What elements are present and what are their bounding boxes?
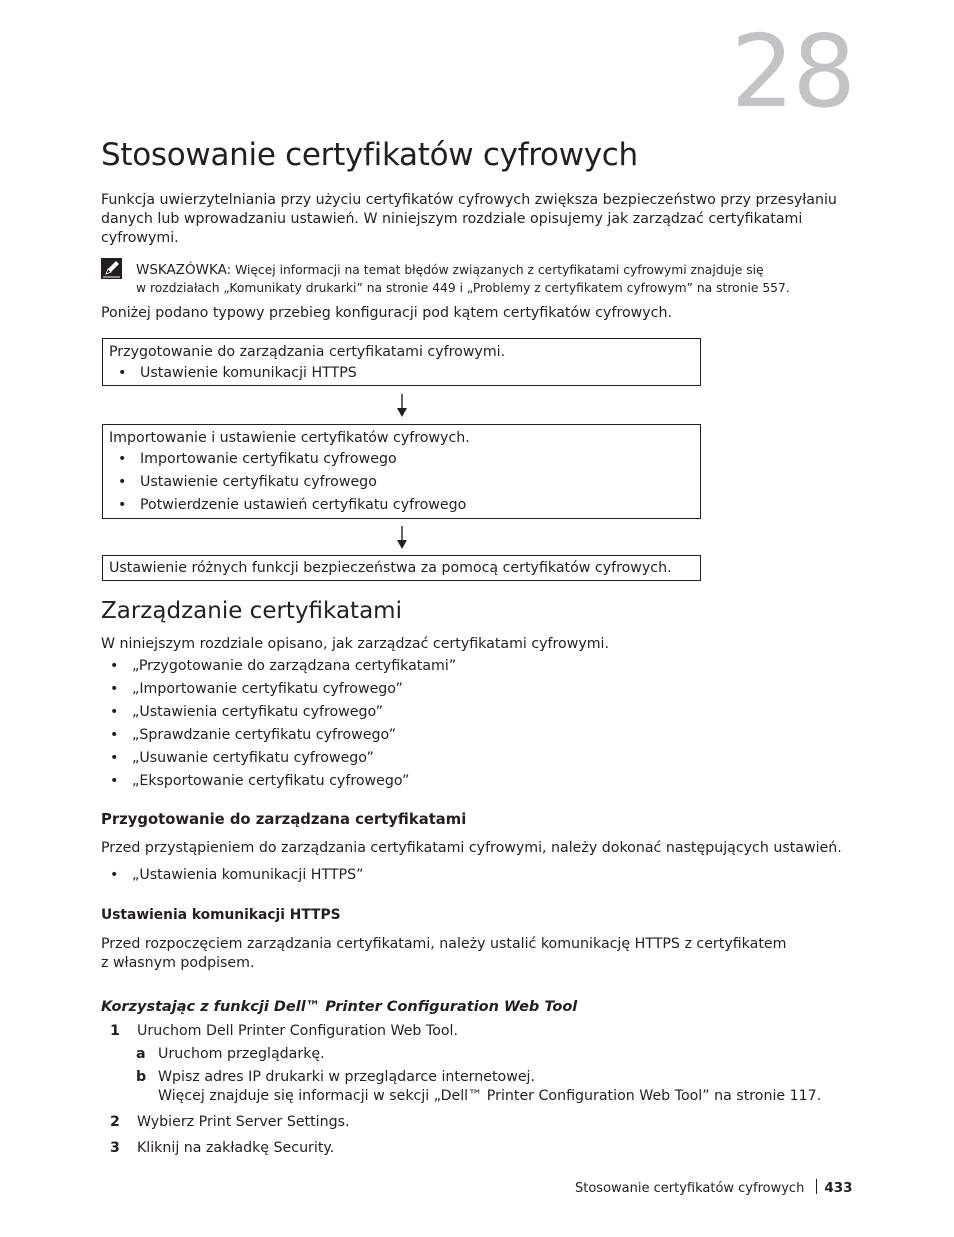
page-footer [575, 1179, 853, 1196]
flow-box-3 [102, 555, 701, 581]
list-item[interactable]: • „Importowanie certyfikatu cyfrowego” [110, 681, 403, 697]
step-1b-line-2: Więcej znajduje się informacji w sekcji „Dell™ Printer Configuration Web Tool” na stronie 117. [158, 1088, 822, 1104]
flow-box-item: • Ustawienie komunikacji HTTPS [109, 362, 694, 385]
flow-box-item: • Potwierdzenie ustawień certyfikatu cyfrowego [118, 497, 467, 513]
flow-box-2 [102, 424, 701, 519]
flow-box-1 [102, 338, 701, 386]
flow-box-title: Przygotowanie do zarządzania certyfikatami cyfrowymi. [109, 344, 506, 360]
step-1: 1 Uruchom Dell Printer Configuration Web Tool. [110, 1023, 459, 1039]
note-text [136, 261, 790, 297]
note-line-1: Więcej informacji na temat błędów związanych z certyfikatami cyfrowymi znajduje się [231, 263, 764, 277]
intro-line-1: Funkcja uwierzytelniania przy użyciu certyfikatów cyfrowych zwiększa bezpieczeństwo przy przesyłaniu [101, 192, 837, 208]
subsubsection-line-1: Przed rozpoczęciem zarządzania certyfikatami, należy ustalić komunikację HTTPS z certyfikatem [101, 936, 787, 952]
section-heading: Zarządzanie certyfikatami [101, 598, 402, 624]
bullet: • [118, 365, 127, 381]
note-pencil-icon [101, 258, 122, 279]
note-label: WSKAZÓWKA: [136, 262, 232, 278]
subsection-heading: Przygotowanie do zarządzana certyfikatami [101, 811, 467, 828]
section-intro: W niniejszym rozdziale opisano, jak zarządzać certyfikatami cyfrowymi. [101, 636, 610, 652]
list-item[interactable]: • „Sprawdzanie certyfikatu cyfrowego” [110, 727, 397, 743]
page-title: Stosowanie certyfikatów cyfrowych [101, 137, 638, 173]
subsection-link-list [110, 864, 363, 887]
intro-line-3: cyfrowymi. [101, 230, 179, 246]
note-line-2: w rozdziałach „Komunikaty drukarki” na stronie 449 i „Problemy z certyfikatem cyfrowym” na stronie 557. [136, 281, 790, 295]
step-3: 3 Kliknij na zakładkę Security. [110, 1140, 335, 1156]
chapter-number: 28 [730, 13, 854, 130]
subsection-text: Przed przystąpieniem do zarządzania certyfikatami cyfrowymi, należy dokonać następujących ustawień. [101, 840, 842, 856]
list-item[interactable]: • „Ustawienia komunikacji HTTPS” [110, 867, 364, 883]
procedure-heading: Korzystając z funkcji Dell™ Printer Configuration Web Tool [101, 999, 578, 1015]
flow-arrow-down-icon [396, 394, 408, 418]
flow-box-item: • Importowanie certyfikatu cyfrowego [118, 451, 397, 467]
subsubsection-heading: Ustawienia komunikacji HTTPS [101, 907, 341, 923]
flow-box-title: Ustawienie różnych funkcji bezpieczeństwa za pomocą certyfikatów cyfrowych. [109, 560, 672, 576]
page-number: 433 [824, 1180, 853, 1196]
ui-term: Print Server Settings [198, 1114, 346, 1130]
flow-intro: Poniżej podano typowy przebieg konfiguracji pod kątem certyfikatów cyfrowych. [101, 305, 672, 321]
flow-arrow-down-icon [396, 526, 408, 550]
intro-line-2: danych lub wprowadzaniu ustawień. W niniejszym rozdziale opisujemy jak zarządzać certyfikatami [101, 211, 803, 227]
list-item[interactable]: • „Usuwanie certyfikatu cyfrowego” [110, 750, 374, 766]
step-1b: b Wpisz adres IP drukarki w przeglądarce internetowej. [136, 1069, 535, 1085]
ui-term: Security [273, 1140, 330, 1156]
step-2: 2 Wybierz Print Server Settings. [110, 1114, 350, 1130]
footer-title: Stosowanie certyfikatów cyfrowych [575, 1181, 805, 1196]
subsubsection-line-2: z własnym podpisem. [101, 955, 255, 971]
step-1a: a Uruchom przeglądarkę. [136, 1046, 325, 1062]
list-item[interactable]: • „Przygotowanie do zarządzana certyfikatami” [110, 658, 457, 674]
list-item[interactable]: • „Ustawienia certyfikatu cyfrowego” [110, 704, 384, 720]
section-link-list [110, 655, 456, 793]
footer-divider [816, 1179, 817, 1194]
ui-term: Dell Printer Configuration Web Tool [206, 1023, 454, 1039]
flow-box-item: • Ustawienie certyfikatu cyfrowego [118, 474, 377, 490]
flow-box-title: Importowanie i ustawienie certyfikatów cyfrowych. [109, 430, 470, 446]
list-item[interactable]: • „Eksportowanie certyfikatu cyfrowego” [110, 773, 410, 789]
